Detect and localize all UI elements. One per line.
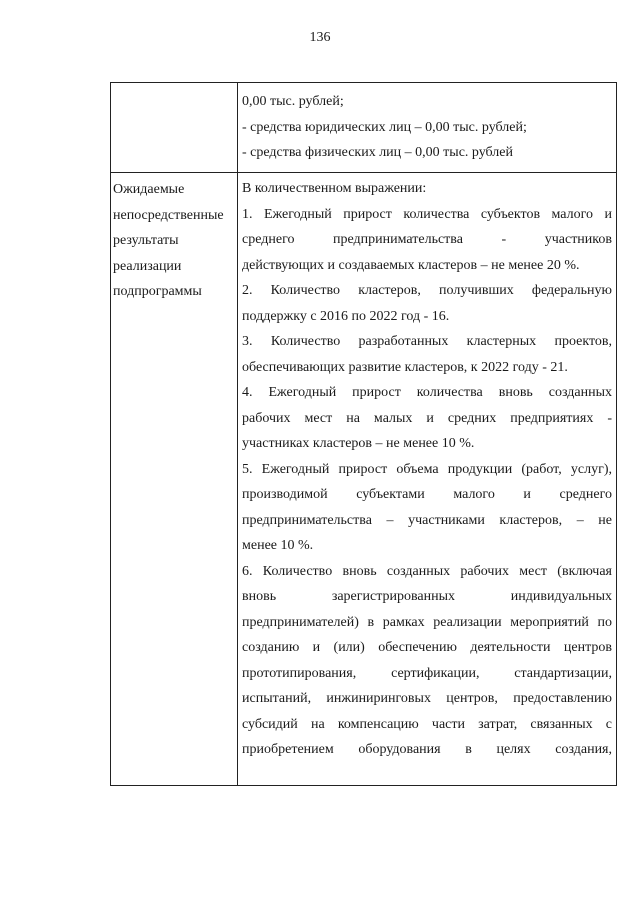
text-line: 4. Ежегодный прирост количества вновь созданных bbox=[242, 385, 612, 400]
text-line: производимой субъектами малого и среднего bbox=[242, 487, 612, 502]
row2-left-text bbox=[111, 173, 237, 305]
row1-right-cell bbox=[238, 83, 617, 173]
text-line: 6. Количество вновь созданных рабочих мест (включая bbox=[242, 563, 612, 579]
text-line: поддержку с 2016 по 2022 год - 16. bbox=[242, 308, 450, 324]
row1-left-text bbox=[111, 83, 237, 87]
table-row bbox=[111, 173, 617, 786]
label-line: Ожидаемые bbox=[113, 182, 185, 197]
text-line: 3. Количество разработанных кластерных проектов, bbox=[242, 334, 612, 349]
text-line: 5. Ежегодный прирост объема продукции (работ, услуг), bbox=[242, 461, 612, 477]
page-number: 136 bbox=[309, 30, 331, 45]
text-line: действующих и создаваемых кластеров – не менее 20 %. bbox=[242, 257, 580, 273]
label-line: непосредственные bbox=[113, 207, 224, 223]
text-line: участниках кластеров – не менее 10 %. bbox=[242, 436, 475, 451]
text-line: вновь зарегистрированных индивидуальных bbox=[242, 589, 612, 604]
text-line: субсидий на компенсацию части затрат, связанных с bbox=[242, 716, 612, 732]
text-line: среднего предпринимательства - участников bbox=[242, 232, 612, 247]
text-line: рабочих мест на малых и средних предприятиях - bbox=[242, 410, 612, 426]
row2-right-text bbox=[238, 173, 616, 763]
text-line: 0,00 тыс. рублей; bbox=[242, 94, 344, 109]
label-line: результаты bbox=[113, 233, 179, 248]
text-line: испытаний, инжиниринговых центров, предоставлению bbox=[242, 691, 612, 706]
text-line: приобретением оборудования в целях создания, bbox=[242, 742, 612, 757]
text-line: В количественном выражении: bbox=[242, 181, 427, 196]
text-line: - средства физических лиц – 0,00 тыс. рублей bbox=[242, 145, 514, 160]
text-line: менее 10 %. bbox=[242, 538, 314, 553]
row2-right-cell bbox=[238, 173, 617, 786]
row1-right-text bbox=[238, 83, 616, 166]
text-line: 1. Ежегодный прирост количества субъектов малого и bbox=[242, 206, 612, 222]
text-line: прототипирования, сертификации, стандартизации, bbox=[242, 665, 612, 681]
text-line: предпринимателей) в рамках реализации мероприятий по bbox=[242, 614, 612, 630]
label-line: реализации bbox=[113, 258, 182, 274]
text-line: предпринимательства – участниками кластеров, – не bbox=[242, 512, 612, 528]
document-table bbox=[110, 82, 617, 786]
row1-left-cell bbox=[111, 83, 238, 173]
table-row bbox=[111, 83, 617, 173]
row2-left-cell bbox=[111, 173, 238, 786]
text-line: созданию и (или) обеспечению деятельности центров bbox=[242, 640, 612, 655]
label-line: подпрограммы bbox=[113, 284, 202, 299]
text-line: 2. Количество кластеров, получивших федеральную bbox=[242, 283, 612, 298]
text-line: обеспечивающих развитие кластеров, к 2022 году - 21. bbox=[242, 359, 568, 375]
text-line: - средства юридических лиц – 0,00 тыс. рублей; bbox=[242, 119, 527, 135]
